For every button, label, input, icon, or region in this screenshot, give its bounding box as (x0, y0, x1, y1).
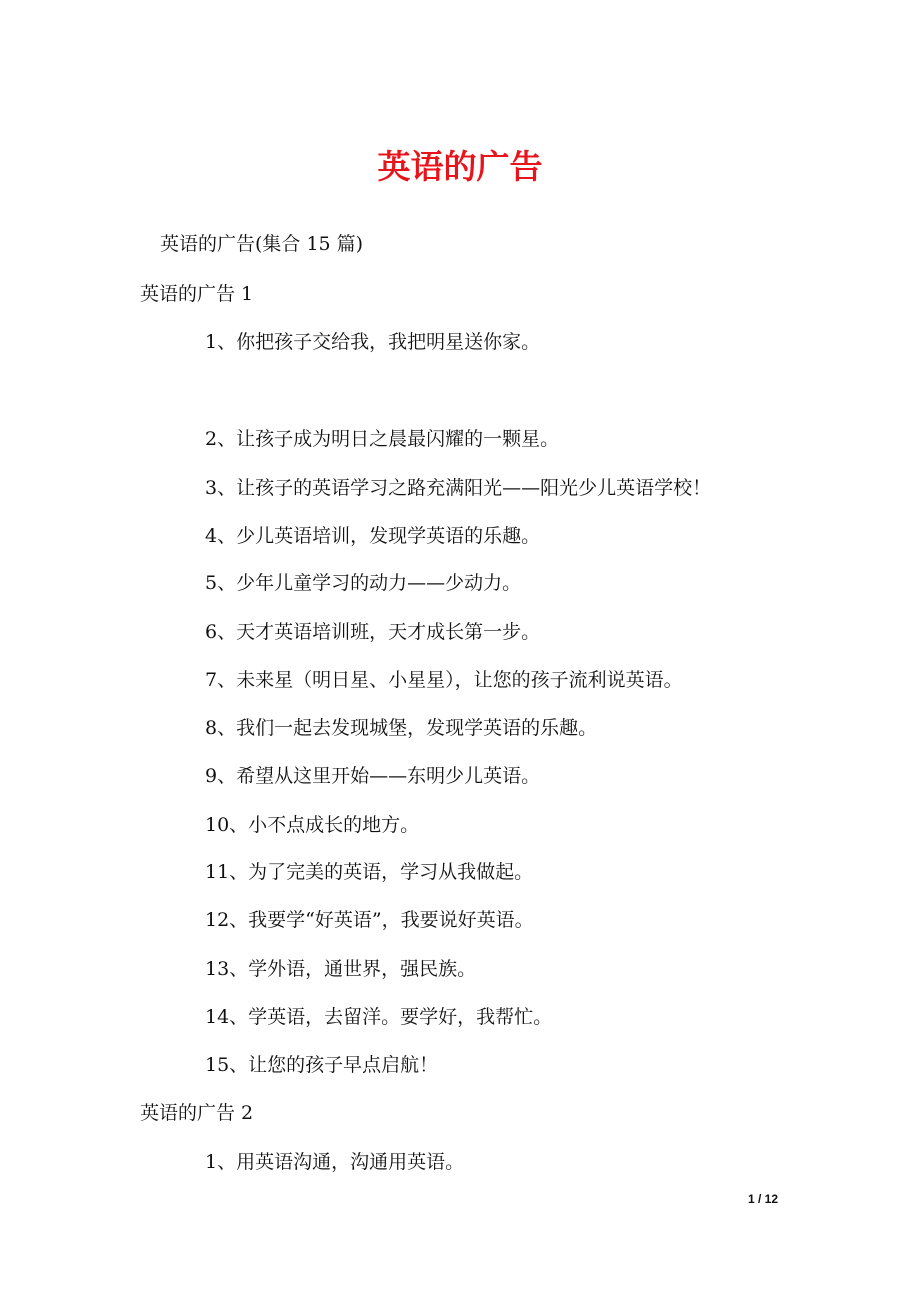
page-number: 1 / 12 (748, 1192, 779, 1206)
list-item: 2、让孩子成为明日之晨最闪耀的一颗星。 (205, 428, 560, 450)
list-item: 9、希望从这里开始——东明少儿英语。 (205, 765, 541, 787)
list-item: 4、少儿英语培训，发现学英语的乐趣。 (205, 525, 541, 547)
list-item: 14、学英语，去留洋。要学好，我帮忙。 (205, 1006, 553, 1028)
list-item: 7、未来星（明日星、小星星），让您的孩子流利说英语。 (205, 669, 683, 691)
document-title: 英语的广告 (377, 147, 543, 186)
list-item: 3、让孩子的英语学习之路充满阳光——阳光少儿英语学校！ (205, 477, 712, 499)
section-heading-1: 英语的广告 1 (140, 283, 254, 305)
list-item: 1、用英语沟通，沟通用英语。 (205, 1151, 465, 1173)
document-intro: 英语的广告(集合 15 篇) (160, 233, 364, 255)
list-item: 1、你把孩子交给我，我把明星送你家。 (205, 331, 541, 353)
list-item: 6、天才英语培训班，天才成长第一步。 (205, 621, 541, 643)
list-item: 11、为了完美的英语，学习从我做起。 (205, 861, 534, 883)
list-item: 15、让您的孩子早点启航！ (205, 1054, 439, 1076)
list-item: 8、我们一起去发现城堡，发现学英语的乐趣。 (205, 717, 598, 739)
list-item: 10、小不点成长的地方。 (205, 814, 420, 836)
section-heading-2: 英语的广告 2 (140, 1102, 254, 1124)
list-item: 5、少年儿童学习的动力——少动力。 (205, 572, 522, 594)
list-item: 13、学外语，通世界，强民族。 (205, 958, 477, 980)
list-item: 12、我要学“好英语”，我要说好英语。 (205, 909, 534, 931)
